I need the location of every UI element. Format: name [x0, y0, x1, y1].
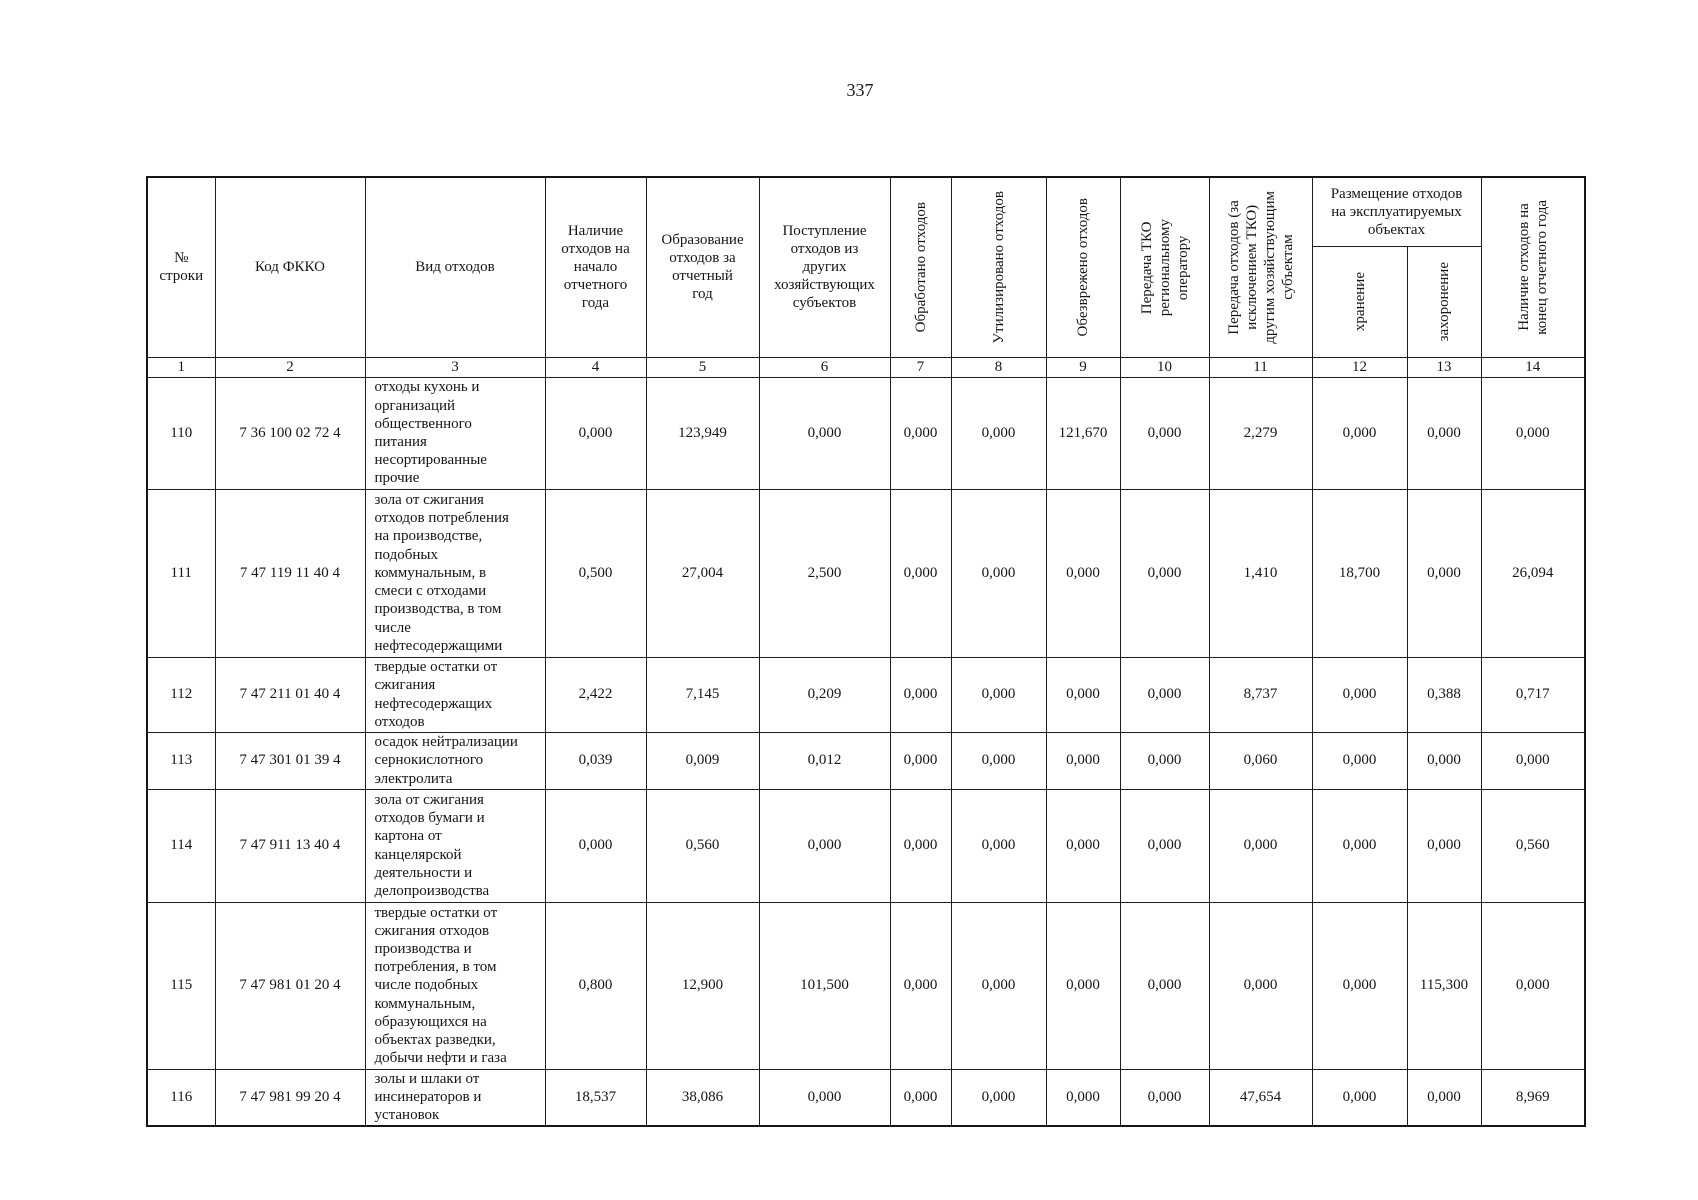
column-number: 7 — [890, 357, 951, 377]
utilized-cell: 0,000 — [951, 657, 1046, 732]
neutralized-cell: 0,000 — [1046, 657, 1120, 732]
header-utilized: Утилизировано отходов — [990, 190, 1007, 344]
header-received: Поступление отходов из других хозяйствующих субъектов — [759, 177, 890, 357]
start-balance-cell: 0,000 — [545, 377, 646, 489]
column-number-row — [147, 357, 1585, 377]
burial-cell: 0,000 — [1407, 1069, 1481, 1126]
start-balance-cell: 18,537 — [545, 1069, 646, 1126]
generated-cell: 38,086 — [646, 1069, 759, 1126]
header-storage: хранение — [1351, 271, 1368, 332]
table-row — [147, 489, 1585, 657]
fkko-code-cell: 7 47 911 13 40 4 — [215, 789, 365, 902]
start-balance-cell: 0,500 — [545, 489, 646, 657]
generated-cell: 0,560 — [646, 789, 759, 902]
utilized-cell: 0,000 — [951, 1069, 1046, 1126]
column-number: 13 — [1407, 357, 1481, 377]
received-cell: 0,000 — [759, 1069, 890, 1126]
header-processed-cell — [890, 177, 951, 357]
storage-cell: 0,000 — [1312, 789, 1407, 902]
transferred-other-cell: 0,060 — [1209, 732, 1312, 789]
header-utilized-cell — [951, 177, 1046, 357]
row-number-cell: 112 — [147, 657, 215, 732]
column-number: 2 — [215, 357, 365, 377]
header-transferred-other-cell — [1209, 177, 1312, 357]
fkko-code-cell: 7 47 981 01 20 4 — [215, 902, 365, 1069]
waste-type-cell: золы и шлаки от инсинераторов и установок — [365, 1069, 545, 1126]
transferred-other-cell: 47,654 — [1209, 1069, 1312, 1126]
storage-cell: 0,000 — [1312, 657, 1407, 732]
fkko-code-cell: 7 47 211 01 40 4 — [215, 657, 365, 732]
fkko-code-cell: 7 47 301 01 39 4 — [215, 732, 365, 789]
header-generated: Образование отходов за отчетный год — [646, 177, 759, 357]
burial-cell: 0,000 — [1407, 732, 1481, 789]
processed-cell: 0,000 — [890, 732, 951, 789]
burial-cell: 0,388 — [1407, 657, 1481, 732]
tko-transfer-cell: 0,000 — [1120, 377, 1209, 489]
tko-transfer-cell: 0,000 — [1120, 732, 1209, 789]
transferred-other-cell: 8,737 — [1209, 657, 1312, 732]
utilized-cell: 0,000 — [951, 902, 1046, 1069]
start-balance-cell: 2,422 — [545, 657, 646, 732]
processed-cell: 0,000 — [890, 489, 951, 657]
fkko-code-cell: 7 36 100 02 72 4 — [215, 377, 365, 489]
header-start-balance: Наличие отходов на начало отчетного года — [545, 177, 646, 357]
table-row — [147, 789, 1585, 902]
neutralized-cell: 0,000 — [1046, 732, 1120, 789]
received-cell: 2,500 — [759, 489, 890, 657]
end-balance-cell: 8,969 — [1481, 1069, 1585, 1126]
tko-transfer-cell: 0,000 — [1120, 657, 1209, 732]
table-row — [147, 657, 1585, 732]
received-cell: 0,209 — [759, 657, 890, 732]
start-balance-cell: 0,000 — [545, 789, 646, 902]
waste-table — [146, 176, 1586, 1127]
start-balance-cell: 0,039 — [545, 732, 646, 789]
processed-cell: 0,000 — [890, 377, 951, 489]
column-number: 8 — [951, 357, 1046, 377]
column-number: 3 — [365, 357, 545, 377]
header-tko-transfer: Передача ТКО региональному оператору — [1138, 218, 1191, 316]
burial-cell: 0,000 — [1407, 377, 1481, 489]
row-number-cell: 113 — [147, 732, 215, 789]
storage-cell: 0,000 — [1312, 377, 1407, 489]
header-waste-type: Вид отходов — [365, 177, 545, 357]
generated-cell: 123,949 — [646, 377, 759, 489]
header-placement: Размещение отходов на эксплуатируемых объектах — [1312, 177, 1481, 246]
storage-cell: 0,000 — [1312, 902, 1407, 1069]
end-balance-cell: 0,560 — [1481, 789, 1585, 902]
header-storage-cell — [1312, 246, 1407, 357]
storage-cell: 0,000 — [1312, 732, 1407, 789]
column-number: 11 — [1209, 357, 1312, 377]
transferred-other-cell: 0,000 — [1209, 789, 1312, 902]
generated-cell: 0,009 — [646, 732, 759, 789]
neutralized-cell: 121,670 — [1046, 377, 1120, 489]
header-processed: Обработано отходов — [912, 202, 929, 333]
neutralized-cell: 0,000 — [1046, 902, 1120, 1069]
header-fkko-code: Код ФККО — [215, 177, 365, 357]
processed-cell: 0,000 — [890, 657, 951, 732]
waste-type-cell: зола от сжигания отходов бумаги и картона от канцелярской деятельности и делопроизводства — [365, 789, 545, 902]
table-row — [147, 902, 1585, 1069]
tko-transfer-cell: 0,000 — [1120, 902, 1209, 1069]
end-balance-cell: 0,000 — [1481, 732, 1585, 789]
waste-type-cell: твердые остатки от сжигания отходов производства и потребления, в том числе подобных коммунальным, образующихся на объектах разведки, добычи нефти и газа — [365, 902, 545, 1069]
header-transferred-other: Передача отходов (за исключением ТКО) другим хозяйствующим субъектам — [1225, 190, 1296, 344]
received-cell: 0,012 — [759, 732, 890, 789]
transferred-other-cell: 2,279 — [1209, 377, 1312, 489]
header-neutralized: Обезврежено отходов — [1075, 198, 1091, 337]
table-row — [147, 1069, 1585, 1126]
processed-cell: 0,000 — [890, 902, 951, 1069]
header-end-balance: Наличие отходов на конец отчетного года — [1515, 199, 1550, 335]
generated-cell: 7,145 — [646, 657, 759, 732]
header-row — [147, 177, 1585, 246]
column-number: 12 — [1312, 357, 1407, 377]
end-balance-cell: 26,094 — [1481, 489, 1585, 657]
waste-type-cell: осадок нейтрализации сернокислотного электролита — [365, 732, 545, 789]
page-number: 337 — [846, 80, 874, 100]
column-number: 10 — [1120, 357, 1209, 377]
neutralized-cell: 0,000 — [1046, 1069, 1120, 1126]
column-number: 6 — [759, 357, 890, 377]
burial-cell: 0,000 — [1407, 789, 1481, 902]
generated-cell: 12,900 — [646, 902, 759, 1069]
header-neutralized-cell — [1046, 177, 1120, 357]
column-number: 4 — [545, 357, 646, 377]
row-number-cell: 114 — [147, 789, 215, 902]
row-number-cell: 110 — [147, 377, 215, 489]
neutralized-cell: 0,000 — [1046, 789, 1120, 902]
storage-cell: 0,000 — [1312, 1069, 1407, 1126]
column-number: 14 — [1481, 357, 1585, 377]
header-burial-cell — [1407, 246, 1481, 357]
burial-cell: 0,000 — [1407, 489, 1481, 657]
header-burial: захоронение — [1436, 261, 1452, 342]
utilized-cell: 0,000 — [951, 789, 1046, 902]
header-end-balance-cell — [1481, 177, 1585, 357]
start-balance-cell: 0,800 — [545, 902, 646, 1069]
received-cell: 101,500 — [759, 902, 890, 1069]
utilized-cell: 0,000 — [951, 732, 1046, 789]
header-row-number: № строки — [147, 177, 215, 357]
processed-cell: 0,000 — [890, 789, 951, 902]
header-tko-transfer-cell — [1120, 177, 1209, 357]
received-cell: 0,000 — [759, 377, 890, 489]
waste-type-cell: твердые остатки от сжигания нефтесодержащих отходов — [365, 657, 545, 732]
utilized-cell: 0,000 — [951, 489, 1046, 657]
transferred-other-cell: 1,410 — [1209, 489, 1312, 657]
fkko-code-cell: 7 47 981 99 20 4 — [215, 1069, 365, 1126]
column-number: 9 — [1046, 357, 1120, 377]
neutralized-cell: 0,000 — [1046, 489, 1120, 657]
row-number-cell: 116 — [147, 1069, 215, 1126]
storage-cell: 18,700 — [1312, 489, 1407, 657]
table-row — [147, 732, 1585, 789]
tko-transfer-cell: 0,000 — [1120, 789, 1209, 902]
received-cell: 0,000 — [759, 789, 890, 902]
generated-cell: 27,004 — [646, 489, 759, 657]
row-number-cell: 111 — [147, 489, 215, 657]
table-row — [147, 377, 1585, 489]
transferred-other-cell: 0,000 — [1209, 902, 1312, 1069]
end-balance-cell: 0,717 — [1481, 657, 1585, 732]
row-number-cell: 115 — [147, 902, 215, 1069]
column-number: 1 — [147, 357, 215, 377]
utilized-cell: 0,000 — [951, 377, 1046, 489]
fkko-code-cell: 7 47 119 11 40 4 — [215, 489, 365, 657]
column-number: 5 — [646, 357, 759, 377]
processed-cell: 0,000 — [890, 1069, 951, 1126]
end-balance-cell: 0,000 — [1481, 902, 1585, 1069]
waste-type-cell: зола от сжигания отходов потребления на производстве, подобных коммунальным, в смеси с отходами производства, в том числе нефтесодержащими — [365, 489, 545, 657]
burial-cell: 115,300 — [1407, 902, 1481, 1069]
tko-transfer-cell: 0,000 — [1120, 489, 1209, 657]
tko-transfer-cell: 0,000 — [1120, 1069, 1209, 1126]
end-balance-cell: 0,000 — [1481, 377, 1585, 489]
waste-type-cell: отходы кухонь и организаций общественного питания несортированные прочие — [365, 377, 545, 489]
